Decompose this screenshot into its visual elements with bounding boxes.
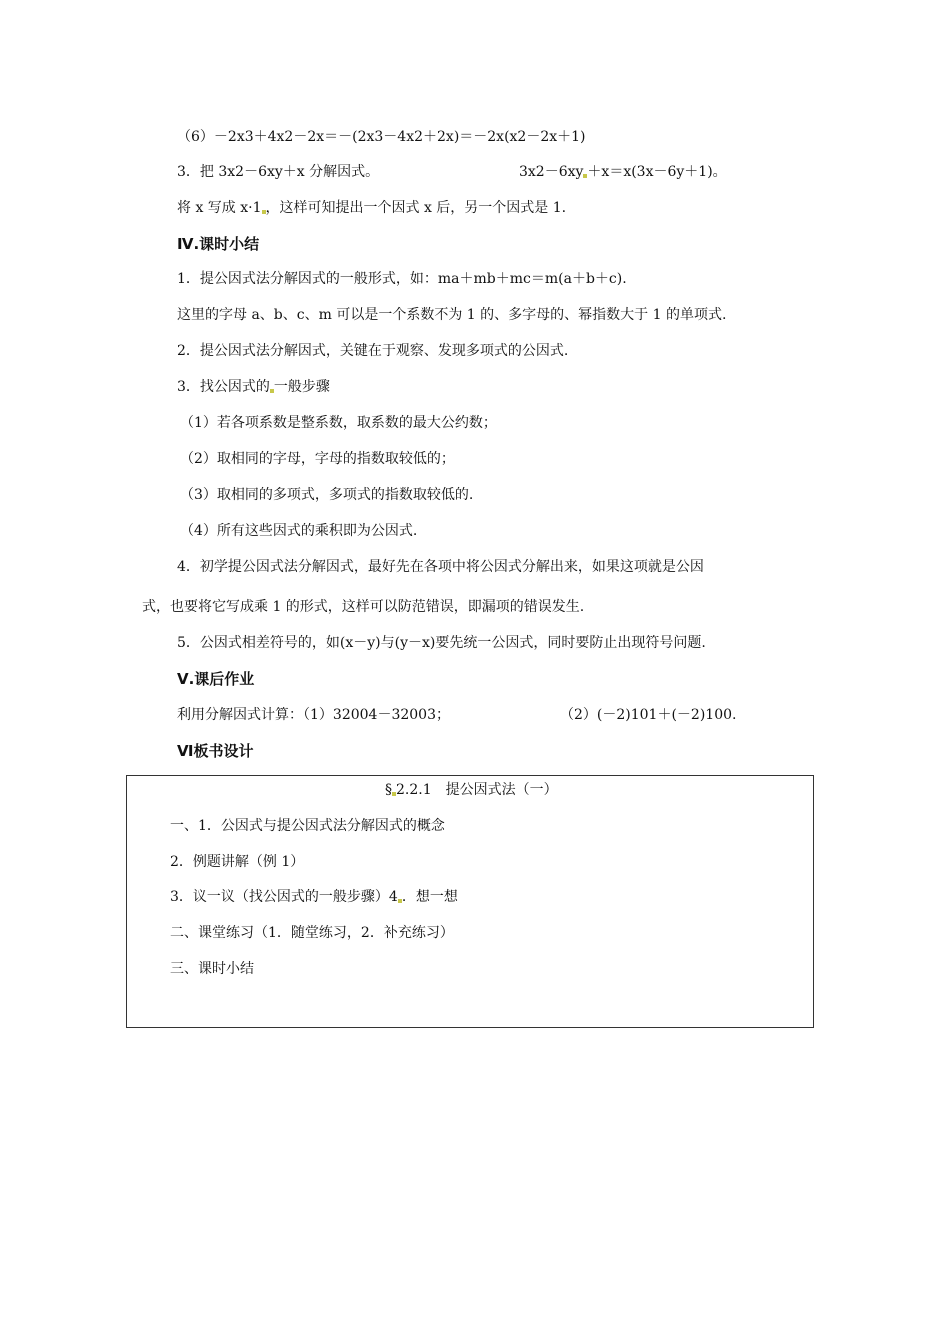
text-fragment: 3．找公因式的 xyxy=(177,379,270,395)
text-fragment: 将 x 写成 x·1 xyxy=(177,200,262,216)
section-heading: Ⅵ板书设计 xyxy=(177,742,254,760)
text-line xyxy=(519,162,727,182)
board-line: 一、1．公因式与提公因式法分解因式的概念 xyxy=(170,818,445,834)
text-line: （1）若各项系数是整系数，取系数的最大公约数； xyxy=(180,415,497,431)
text-fragment: 2.2.1 提公因式法（一） xyxy=(396,782,558,798)
text-fragment: 3．议一议（找公因式的一般步骤）4 xyxy=(170,889,398,905)
text-fragment: § xyxy=(385,782,392,798)
text-line xyxy=(177,198,566,218)
blackboard-design-box xyxy=(126,775,814,1028)
text-line: 5．公因式相差符号的，如(x－y)与(y－x)要先统一公因式，同时要防止出现符号问题. xyxy=(177,635,706,651)
text-line: 这里的字母 a、b、c、m 可以是一个系数不为 1 的、多字母的、幂指数大于 1 的单项式. xyxy=(177,307,727,323)
board-line xyxy=(170,887,458,907)
text-fragment: ．想一想 xyxy=(401,889,458,905)
text-line xyxy=(177,377,330,397)
board-line: 2．例题讲解（例 1） xyxy=(170,854,305,870)
text-line: 利用分解因式计算：（1）32004－32003； xyxy=(177,707,450,723)
text-fragment: 3x2－6xy xyxy=(519,164,584,180)
board-line: 二、课堂练习（1．随堂练习，2．补充练习） xyxy=(170,925,454,941)
text-fragment: 一般步骤 xyxy=(273,379,330,395)
text-line: 式，也要将它写成乘 1 的形式，这样可以防范错误，即漏项的错误发生. xyxy=(142,599,585,615)
text-line: （4）所有这些因式的乘积即为公因式. xyxy=(180,523,418,539)
text-line: 3．把 3x2－6xy＋x 分解因式。 xyxy=(177,164,380,180)
text-line: 2．提公因式法分解因式，关键在于观察、发现多项式的公因式. xyxy=(177,343,569,359)
section-heading: Ⅳ.课时小结 xyxy=(177,235,260,253)
text-fragment: ，这样可知提出一个因式 x 后，另一个因式是 1. xyxy=(265,200,567,216)
text-line: （6）－2x3＋4x2－2x＝－(2x3－4x2＋2x)＝－2x(x2－2x＋1) xyxy=(177,129,586,145)
board-line: 三、课时小结 xyxy=(170,961,254,977)
text-line: 4．初学提公因式法分解因式，最好先在各项中将公因式分解出来，如果这项就是公因 xyxy=(177,559,704,575)
text-line: 1．提公因式法分解因式的一般形式，如：ma＋mb＋mc＝m(a＋b＋c). xyxy=(177,271,627,287)
text-line: （3）取相同的多项式，多项式的指数取较低的. xyxy=(180,487,474,503)
section-heading: Ⅴ.课后作业 xyxy=(177,670,255,688)
text-fragment: ＋x＝x(3x－6y＋1)。 xyxy=(587,164,727,180)
board-title xyxy=(385,780,558,800)
text-line: （2）取相同的字母，字母的指数取较低的； xyxy=(180,451,455,467)
text-line: （2）(－2)101＋(－2)100. xyxy=(560,707,737,723)
